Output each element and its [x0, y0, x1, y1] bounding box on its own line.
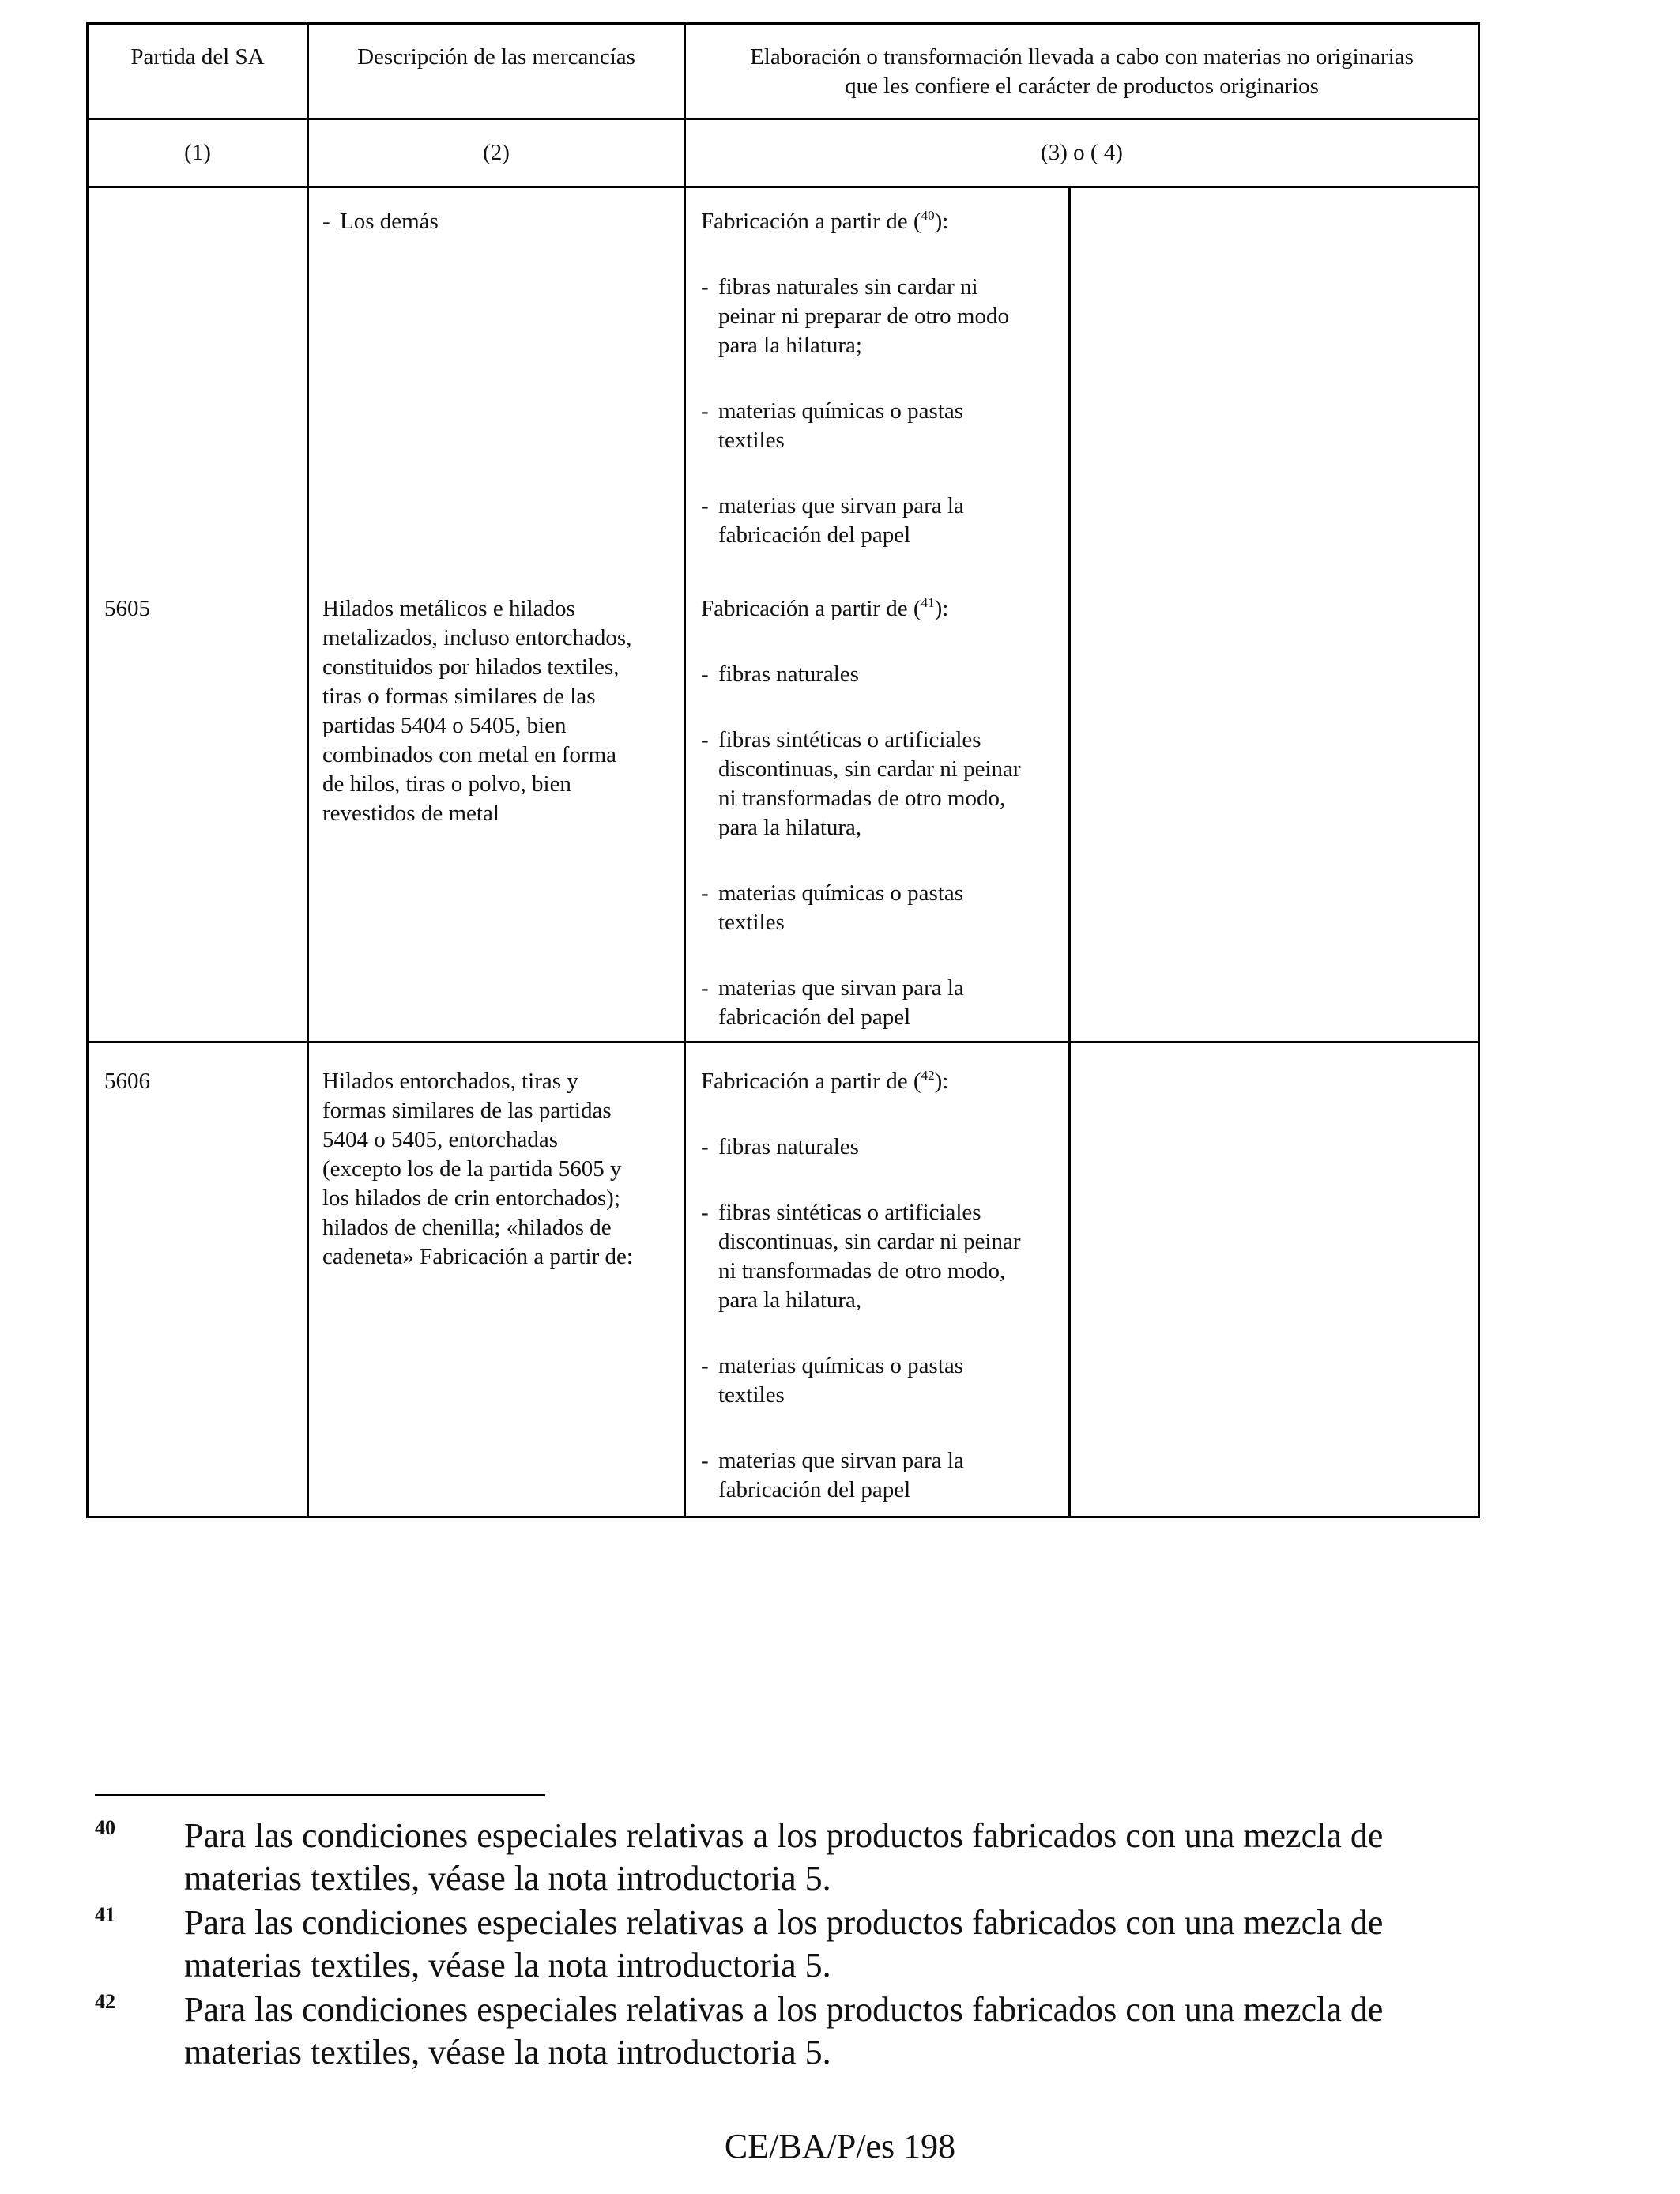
column-number-1: (1): [184, 140, 211, 165]
list-item: - materias que sirvan para la fabricación del papel: [701, 975, 964, 1030]
list-item: - fibras naturales: [701, 1134, 859, 1159]
row-los-demas-description: [322, 207, 670, 236]
footnote-separator: [95, 1794, 545, 1796]
description-text: Los demás: [340, 209, 439, 234]
footnote-text-line1: Para las condiciones especiales relativas a los productos fabricados con una mezcla de: [184, 1903, 1384, 1942]
table-divider-header: [86, 118, 1480, 120]
list-item: [322, 207, 670, 236]
table-divider-numbers: [86, 186, 1480, 188]
list-item: - materias químicas o pastas textiles: [701, 398, 964, 453]
rules-table: [86, 22, 1480, 1518]
footnote-text-line2: materias textiles, véase la nota introductoria 5.: [184, 1859, 831, 1898]
table-divider-col4: [1068, 186, 1071, 1518]
header-elaboracion-line1: Elaboración o transformación llevada a cabo con materias no originarias: [750, 44, 1414, 70]
list-item: - materias químicas o pastas textiles: [701, 1353, 964, 1408]
table-border-bottom: [86, 1516, 1480, 1518]
footnote-40: [95, 1815, 1486, 1900]
list-item: - fibras naturales sin cardar ni peinar ni preparar de otro modo para la hilatura;: [701, 274, 1009, 358]
footnote-41: [95, 1902, 1486, 1987]
dash: -: [322, 209, 330, 234]
footnote-number: 40: [95, 1816, 115, 1839]
header-descripcion: Descripción de las mercancías: [357, 44, 635, 70]
table-border-left: [86, 22, 89, 1518]
row-5605-rule: [701, 594, 1060, 1032]
header-elaboracion-line2: que les confiere el carácter de productos originarios: [845, 74, 1319, 99]
table-divider-row-5606: [86, 1041, 1480, 1043]
row-5605-code: 5605: [104, 596, 150, 621]
list-item: - materias químicas o pastas textiles: [701, 880, 964, 935]
page-reference: CE/BA/P/es 198: [724, 2127, 956, 2166]
column-number-3-4: (3) o ( 4): [1041, 140, 1123, 165]
rule-intro: Fabricación a partir de ($^{41}$):: [701, 595, 949, 621]
list-item: - fibras naturales: [701, 662, 859, 687]
footnote-text-line2: materias textiles, véase la nota introductoria 5.: [184, 2033, 831, 2071]
footnote-number: 42: [95, 1990, 115, 2013]
header-elaboracion: [686, 43, 1478, 101]
list-item: - fibras sintéticas o artificiales discontinuas, sin cardar ni peinar ni transformadas de otro modo, para la hilatura,: [701, 1200, 1021, 1313]
footnote-text-line2: materias textiles, véase la nota introductoria 5.: [184, 1946, 831, 1985]
list-item: - materias que sirvan para la fabricación del papel: [701, 1448, 964, 1502]
footnote-ref-40: 40: [921, 208, 935, 223]
header-partida: Partida del SA: [130, 44, 265, 70]
row-5605-description: Hilados metálicos e hilados metalizados, incluso entorchados, constituidos por hilados textiles, tiras o formas similares de las partidas 5404 o 5405, bien combinados con metal en forma de hilos, tiras o polvo, bien revestidos de metal: [322, 596, 632, 826]
table-border-right: [1478, 22, 1480, 1518]
footnote-text-line1: Para las condiciones especiales relativas a los productos fabricados con una mezcla de: [184, 1990, 1384, 2029]
list-item: - materias que sirvan para la fabricación del papel: [701, 493, 964, 548]
footnote-text-line1: Para las condiciones especiales relativas a los productos fabricados con una mezcla de: [184, 1816, 1384, 1855]
footnote-ref-41: 41: [921, 595, 935, 610]
row-los-demas-rule: [701, 207, 1060, 550]
footnote-42: [95, 1989, 1486, 2074]
row-5606-rule: [701, 1067, 1060, 1505]
rule-intro: Fabricación a partir de ($^{42}$):: [701, 1068, 949, 1094]
list-item: - fibras sintéticas o artificiales discontinuas, sin cardar ni peinar ni transformadas de otro modo, para la hilatura,: [701, 727, 1021, 840]
row-5606-description: Hilados entorchados, tiras y formas similares de las partidas 5404 o 5405, entorchadas (excepto los de la partida 5605 y los hilados de crin entorchados); hilados de chenilla; «hilados de cadeneta» Fabricación a partir de:: [322, 1069, 633, 1269]
footnote-number: 41: [95, 1903, 115, 1926]
rule-intro: Fabricación a partir de ($^{40}$):: [701, 208, 949, 234]
table-border-top: [86, 22, 1480, 25]
column-number-2: (2): [483, 140, 510, 165]
table-divider-col2: [307, 22, 309, 1518]
row-5606-code: 5606: [104, 1069, 150, 1094]
footnote-ref-42: 42: [921, 1068, 935, 1083]
table-divider-col3: [684, 22, 686, 1518]
